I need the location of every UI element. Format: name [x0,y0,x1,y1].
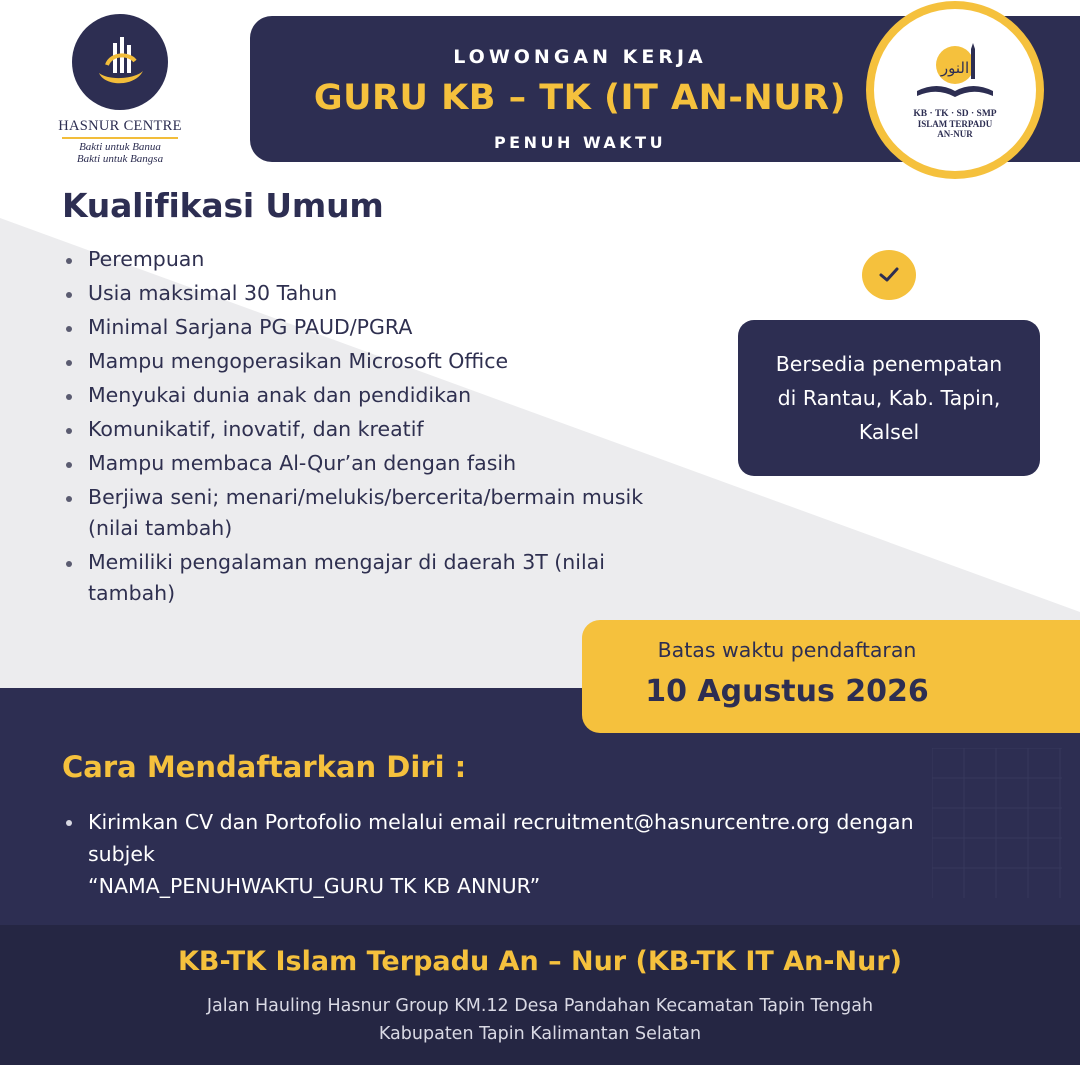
how-to-apply-heading: Cara Mendaftarkan Diri : [62,750,467,784]
list-item: Mampu membaca Al-Qur’an dengan fasih [62,448,692,479]
how-to-apply-list [62,806,982,902]
seal-name: AN-NUR [937,129,973,139]
list-item: Memiliki pengalaman mengajar di daerah 3T (nilai tambah) [62,547,692,609]
employment-type: PENUH WAKTU [493,133,667,152]
hasnur-centre-logo [54,14,186,165]
list-item: Minimal Sarjana PG PAUD/PGRA [62,312,692,343]
seal-type: ISLAM TERPADU [917,119,993,129]
deadline-date: 10 Agustus 2026 [645,674,929,709]
list-item: Usia maksimal 30 Tahun [62,278,692,309]
list-item: Mampu mengoperasikan Microsoft Office [62,346,692,377]
seal-levels: KB · TK · SD · SMP [913,109,997,119]
email-subject-format: “NAMA_PENUHWAKTU_GURU TK KB ANNUR” [88,874,541,898]
hasnur-emblem-icon [72,14,168,110]
qualifications-list [62,244,692,612]
logo-divider [62,137,178,139]
list-item [62,806,982,902]
svg-text:النور: النور [940,59,970,77]
org-name: HASNUR CENTRE [58,118,182,134]
banner-eyebrow: LOWONGAN KERJA [453,46,707,68]
placement-box: Bersedia penempatan di Rantau, Kab. Tapin, Kalsel [738,320,1040,476]
list-item: Perempuan [62,244,692,275]
list-item: Komunikatif, inovatif, dan kreatif [62,414,692,445]
school-name: KB-TK Islam Terpadu An – Nur (KB-TK IT An-Nur) [178,946,902,977]
deadline-label: Batas waktu pendaftaran [657,638,917,662]
school-address: Jalan Hauling Hasnur Group KM.12 Desa Pandahan Kecamatan Tapin Tengah Kabupaten Tapin Kalimantan Selatan [206,996,874,1044]
qualifications-heading: Kualifikasi Umum [62,186,384,225]
deadline-box [582,620,1080,733]
list-item: Menyukai dunia anak dan pendidikan [62,380,692,411]
org-tagline-2: Bakti untuk Bangsa [76,153,164,165]
mosque-book-icon [907,41,1003,107]
apply-instruction: Kirimkan CV dan Portofolio melalui email recruitment@hasnurcentre.org dengan subjek [88,810,914,866]
check-icon [862,250,916,300]
an-nur-school-seal [866,1,1044,179]
org-tagline-1: Bakti untuk Banua [79,141,161,153]
job-title: GURU KB – TK (IT AN-NUR) [313,78,847,118]
list-item: Berjiwa seni; menari/melukis/bercerita/bermain musik (nilai tambah) [62,482,692,544]
